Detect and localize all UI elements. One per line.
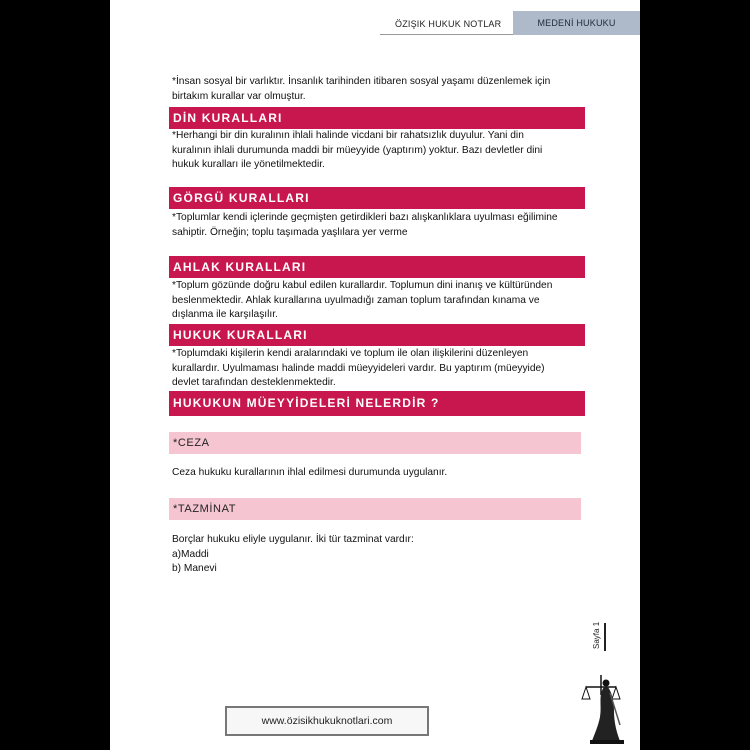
tazminat-line: b) Manevi — [172, 563, 217, 574]
subheading-tazminat: *TAZMİNAT — [169, 498, 581, 520]
header-subject: MEDENİ HUKUKU — [513, 11, 640, 35]
hukuk-paragraph — [172, 347, 586, 391]
ahlak-paragraph — [172, 279, 586, 323]
din-line: hukuk kuralları ile yönetilmektedir. — [172, 159, 325, 170]
section-heading-ahlak: AHLAK KURALLARI — [169, 256, 585, 278]
lady-justice-icon — [580, 665, 630, 745]
document-page — [110, 0, 640, 750]
website-url[interactable]: www.özisikhukuknotlari.com — [225, 706, 429, 736]
intro-paragraph — [172, 75, 586, 104]
intro-line: *İnsan sosyal bir varlıktır. İnsanlık tarihinden itibaren sosyal yaşamı düzenlemek için — [172, 76, 551, 87]
ahlak-line: dışlanma ile karşılaşılır. — [172, 309, 278, 320]
tazminat-line: Borçlar hukuku eliyle uygulanır. İki tür tazminat vardır: — [172, 534, 414, 545]
hukuk-line: kurallardır. Uyulmaması halinde maddi müeyyideleri vardır. Bu yaptırım (müeyyide) — [172, 362, 545, 374]
subheading-ceza: *CEZA — [169, 432, 581, 454]
gorgu-paragraph — [172, 211, 586, 240]
intro-line: birtakım kurallar var olmuştur. — [172, 90, 306, 102]
ceza-paragraph — [172, 466, 586, 481]
section-heading-din: DİN KURALLARI — [169, 107, 585, 129]
din-line: *Herhangi bir din kuralının ihlali halinde vicdani bir rahatsızlık duyulur. Yani din — [172, 130, 524, 141]
page-marker-bar — [604, 623, 606, 651]
ahlak-line: *Toplum gözünde doğru kabul edilen kurallardır. Toplumun dini inanış ve kültüründen — [172, 280, 553, 291]
gorgu-line: *Toplumlar kendi içlerinde geçmişten getirdikleri bazı alışkanlıklara uyulması eğilimine — [172, 212, 558, 223]
hukuk-line: devlet tarafından desteklenmektedir. — [172, 377, 336, 388]
hukuk-line: *Toplumdaki kişilerin kendi aralarındaki ve toplum ile olan ilişkilerini düzenleyen — [172, 348, 529, 359]
section-heading-gorgu: GÖRGÜ KURALLARI — [169, 187, 585, 209]
gorgu-line: sahiptir. Örneğin; toplu taşımada yaşlılara yer verme — [172, 226, 408, 238]
din-paragraph — [172, 129, 586, 173]
section-heading-hukuk: HUKUK KURALLARI — [169, 324, 585, 346]
header-rule — [380, 34, 513, 35]
header-title: ÖZIŞIK HUKUK NOTLAR — [395, 19, 502, 29]
ahlak-line: beslenmektedir. Ahlak kurallarına uyulmadığı zaman toplum tarafından kınama ve — [172, 294, 540, 306]
din-line: kuralının ihlali durumunda maddi bir müeyyide (yaptırım) yoktur. Bazı devletler dini — [172, 144, 543, 156]
section-heading-muyyide: HUKUKUN MÜEYYİDELERİ NELERDİR ? — [169, 391, 585, 416]
ceza-line: Ceza hukuku kurallarının ihlal edilmesi durumunda uygulanır. — [172, 467, 448, 478]
tazminat-paragraph — [172, 533, 586, 577]
tazminat-line: a)Maddi — [172, 548, 209, 560]
page-label: Sayfa 1 — [592, 621, 601, 649]
page-number-marker — [592, 623, 622, 651]
